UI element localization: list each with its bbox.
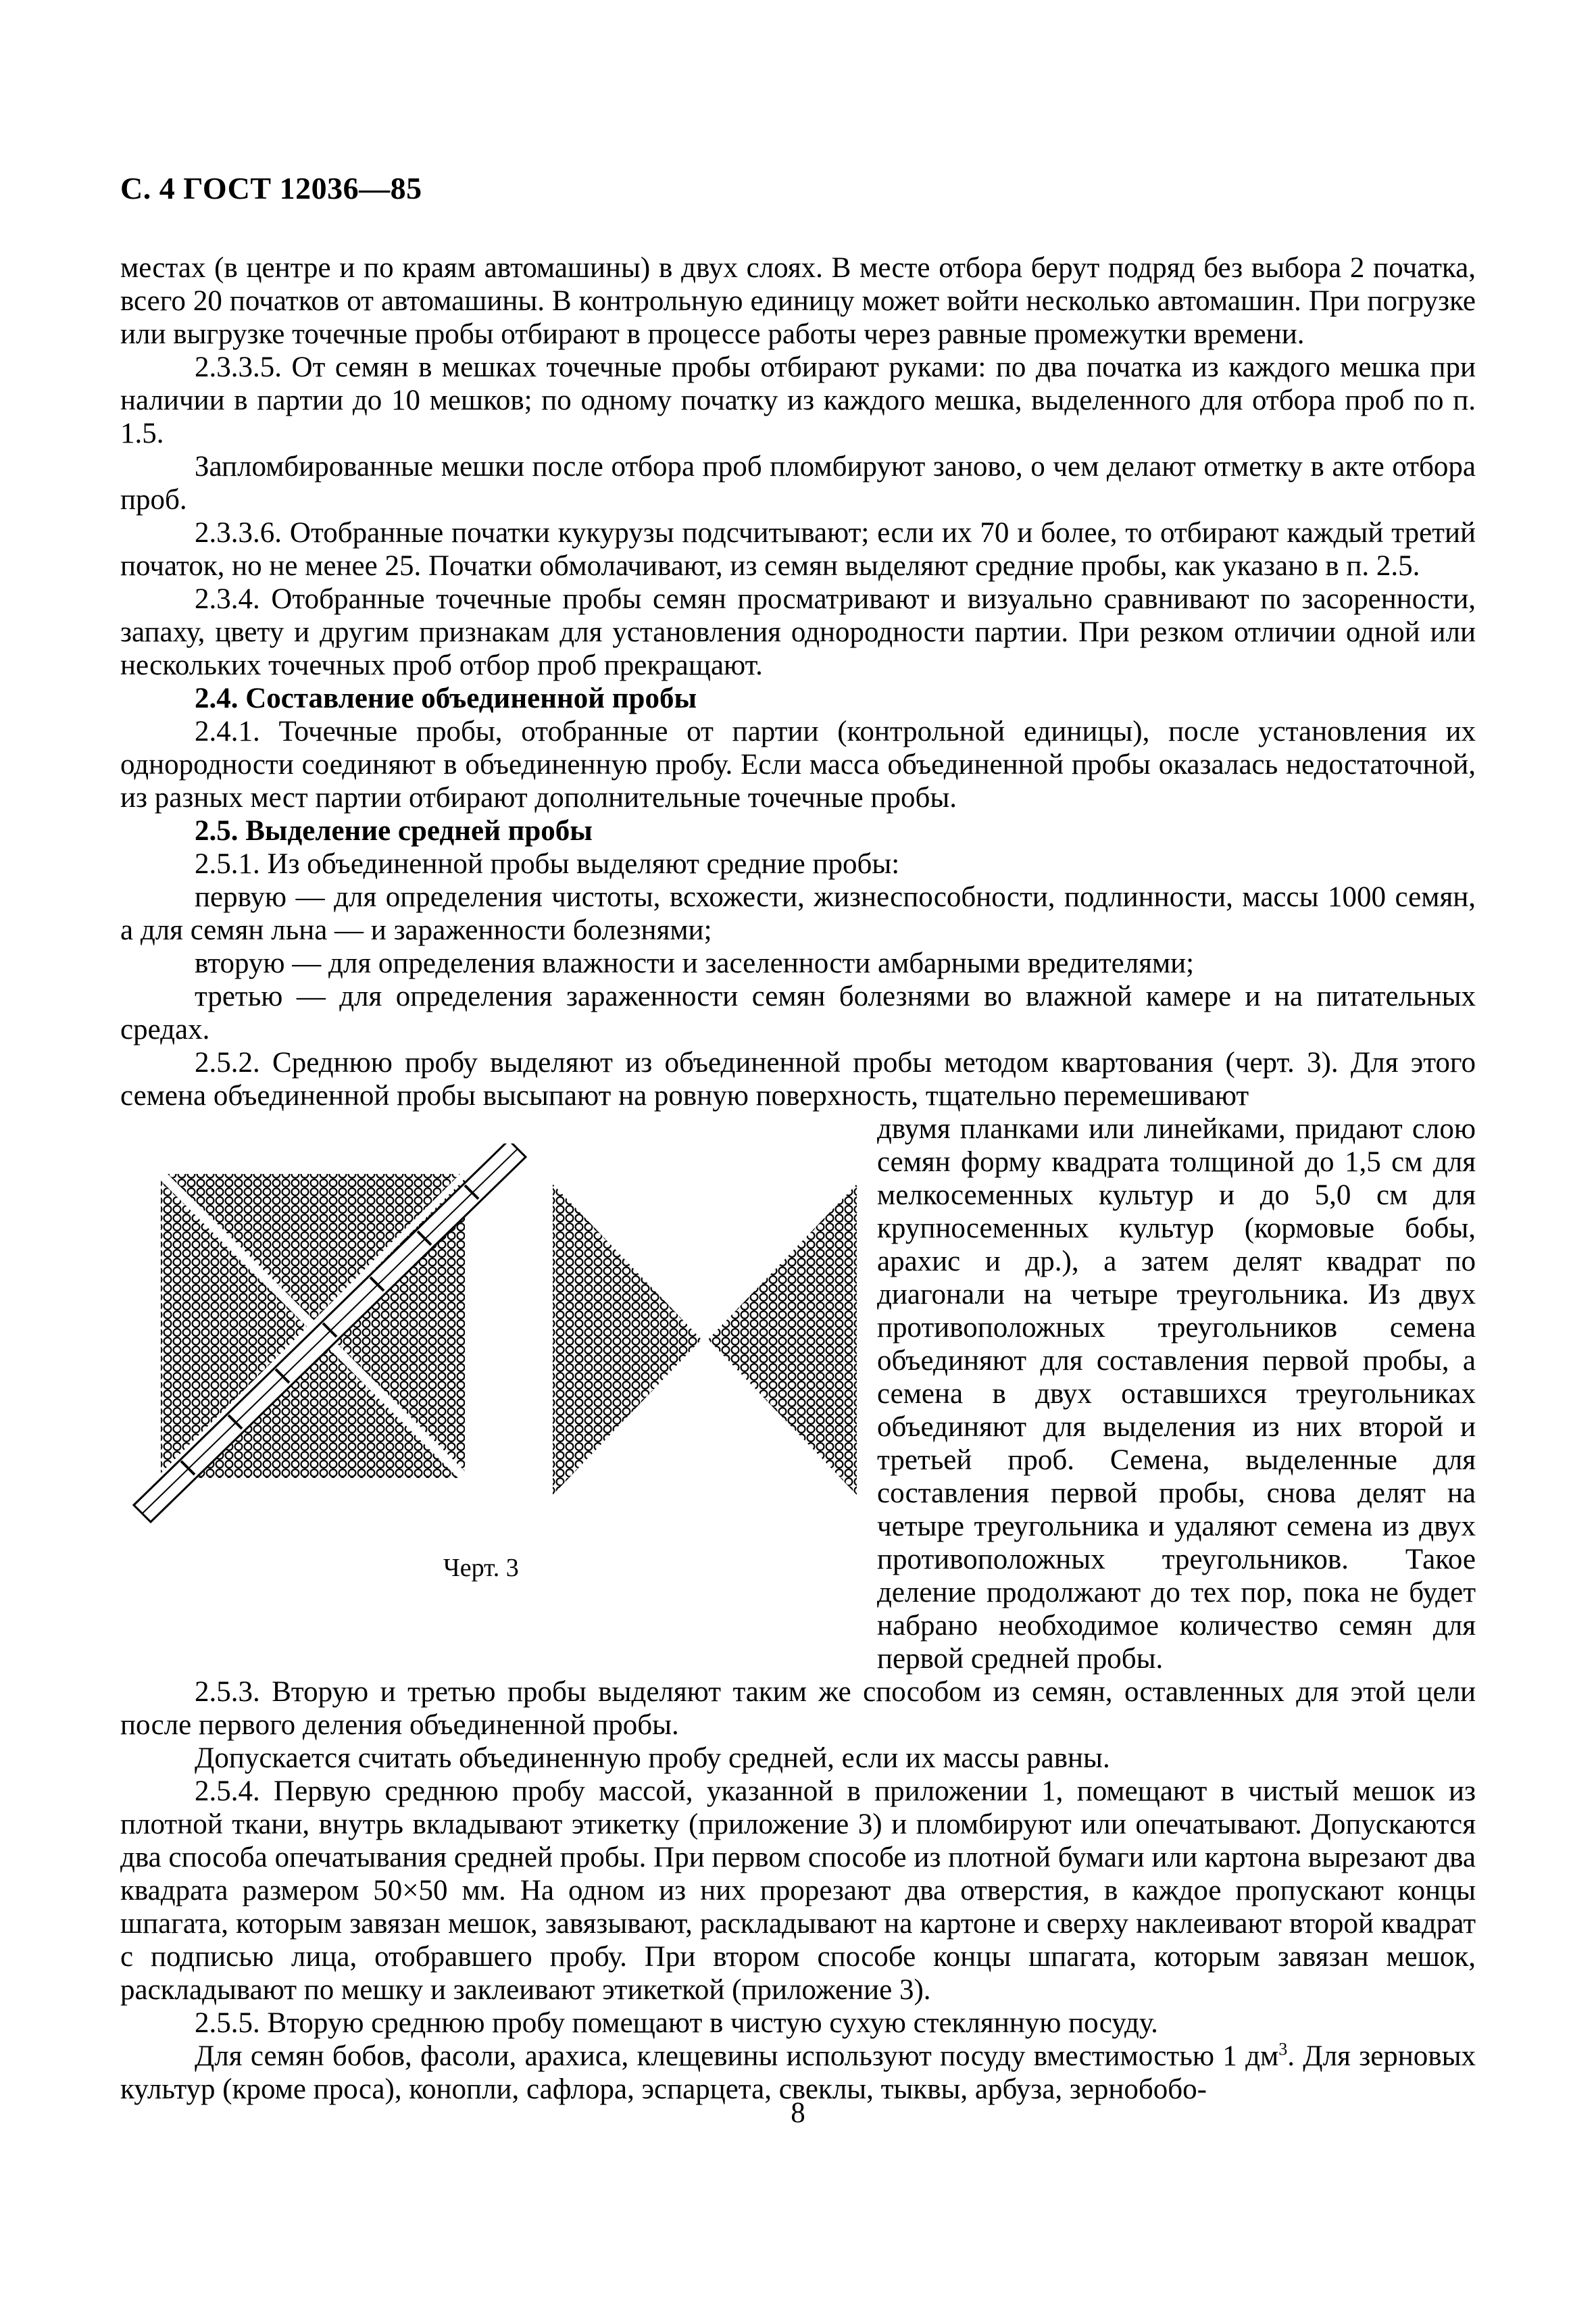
paragraph: 2.3.4. Отобранные точечные пробы семян просматривают и визуально сравнивают по засоренности, запаху, цвету и другим признакам для установления однородности партии. При резком отличии одной или нескольких точечных проб отбор проб прекращают. [120,583,1476,681]
figure-quartering [120,1112,877,1594]
superscript: 3 [1278,2039,1288,2059]
paragraph: двумя планками или линейками, придают слою семян форму квадрата толщиной до 1,5 см для мелкосеменных культур и до 5,0 см для крупносеменных культур (кормовые бобы, арахис и др.), а затем делят квадрат по диагонали на четыре треугольника. Из двух противоположных треугольников семена объединяют для составления первой пробы, а семена в двух оставшихся треугольниках объединяют для выделения из них второй и третьей проб. Семена, выделенные для составления первой пробы, снова делят на четыре треугольника и удаляют семена из двух противоположных треугольников. Такое деление продолжают до тех пор, пока не будет набрано необходимое количество семян для первой средней пробы. [877,1113,1476,1675]
paragraph: вторую — для определения влажности и заселенности амбарными вредителями; [195,947,1195,979]
paragraph: 2.5.4. Первую среднюю пробу массой, указанной в приложении 1, помещают в чистый мешок из плотной ткани, внутрь вкладывают этикетку (приложение 3) и пломбируют или опечатывают. Допускаются два способа опечатывания средней пробы. При первом способе из плотной бумаги или картона вырезают два квадрата размером 50×50 мм. На одном из них прорезают два отверстия, в каждое пропускают концы шпагата, которым завязан мешок, завязывают, раскладывают на картоне и сверху наклеивают второй квадрат с подписью лица, отобравшего пробу. При втором способе концы шпагата, которым завязан мешок, раскладывают по мешку и заклеивают этикеткой (приложение 3). [120,1775,1476,2006]
section-heading: 2.5. Выделение средней пробы [195,815,593,847]
page-header: С. 4 ГОСТ 12036—85 [120,171,422,205]
paragraph: первую — для определения чистоты, всхожести, жизнеспособности, подлинности, массы 1000 семян, а для семян льна — и зараженности болезнями; [120,881,1476,946]
quartering-diagram [120,1143,877,1549]
paragraph: 2.3.3.6. Отобранные початки кукурузы подсчитывают; если их 70 и более, то отбирают каждый третий початок, но не менее 25. Початки обмолачивают, из семян выделяют средние пробы, как указано в п. 2.5. [120,517,1476,582]
paragraph: 2.5.1. Из объединенной пробы выделяют средние пробы: [195,848,900,880]
left-triangle [553,1184,701,1495]
paragraph: Запломбированные мешки после отбора проб пломбируют заново, о чем делают отметку в акте отбора проб. [120,451,1476,516]
body-text [120,251,1476,2106]
seed-square [161,1174,465,1478]
figure-caption: Черт. 3 [443,1554,519,1582]
page-number: 8 [791,2097,805,2129]
paragraph: 2.4.1. Точечные пробы, отобранные от партии (контрольной единицы), после установления их однородности соединяют в объединенную пробу. Если масса объединенной пробы оказалась недостаточной, из разных мест партии отбирают дополнительные точечные пробы. [120,716,1476,814]
wrapped-text [877,1112,1476,1675]
paragraph: Допускается считать объединенную пробу средней, если их массы равны. [195,1742,1110,1774]
paragraph: третью — для определения зараженности семян болезнями во влажной камере и на питательных средах. [120,981,1476,1045]
text-run: Для семян бобов, фасоли, арахиса, клещевины используют посуду вместимостью 1 дм [195,2040,1279,2072]
section-heading: 2.4. Составление объединенной пробы [195,683,697,714]
paragraph: 2.5.2. Среднюю пробу выделяют из объединенной пробы методом квартования (черт. 3). Для этого семена объединенной пробы высыпают на ровную поверхность, тщательно перемешивают [120,1047,1476,1112]
text-run: . Для зерновых культур (кроме проса), конопли, сафлора, эспарцета, свеклы, тыквы, арбуза, зернобобо- [120,2040,1476,2105]
paragraph: местах (в центре и по краям автомашины) в двух слоях. В месте отбора берут подряд без выбора 2 початка, всего 20 початков от автомашины. В контрольную единицу может войти несколько автомашин. При погрузке или выгрузке точечные пробы отбирают в процессе работы через равные промежутки времени. [120,252,1476,350]
paragraph: 2.3.3.5. От семян в мешках точечные пробы отбирают руками: по два початка из каждого мешка при наличии в партии до 10 мешков; по одному початку из каждого мешка, выделенного для отбора проб по п. 1.5. [120,351,1476,449]
paragraph: 2.5.3. Вторую и третью пробы выделяют таким же способом из семян, оставленных для этой цели после первого деления объединенной пробы. [120,1676,1476,1741]
right-triangle [708,1184,857,1495]
paragraph: 2.5.5. Вторую среднюю пробу помещают в чистую сухую стеклянную посуду. [195,2007,1158,2039]
